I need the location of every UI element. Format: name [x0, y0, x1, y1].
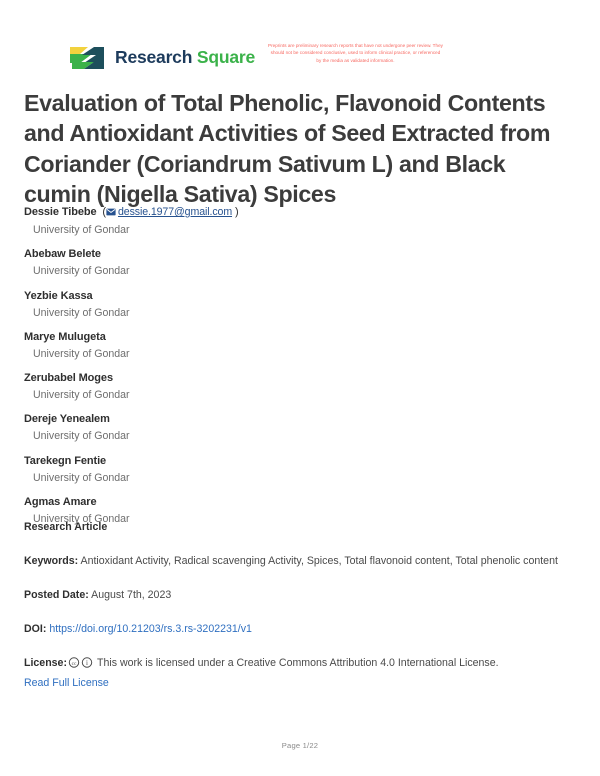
brand-word-square: Square	[196, 47, 256, 68]
author-entry	[24, 289, 564, 321]
author-name-row	[24, 205, 564, 221]
email-open-paren: (	[99, 206, 106, 218]
author-affiliation: University of Gondar	[33, 224, 130, 237]
keywords-label: Keywords:	[24, 555, 79, 567]
author-affiliation: University of Gondar	[33, 265, 130, 278]
author-name: Agmas Amare	[24, 495, 97, 508]
article-type-label: Research Article	[24, 521, 108, 533]
author-affiliation: University of Gondar	[33, 306, 130, 319]
research-square-logo	[68, 44, 255, 72]
author-entry	[24, 247, 564, 279]
brand-word-research: Research	[115, 47, 193, 68]
keywords-value: Antioxidant Activity, Radical scavenging Activity, Spices, Total flavonoid content, Total phenolic content	[80, 555, 558, 567]
license-label: License:	[24, 657, 67, 670]
page-title: Evaluation of Total Phenolic, Flavonoid Contents and Antioxidant Activities of Seed Extracted from Coriander (Coriandrum Sativum L) and Black cumin (Nigella Sativa) Spices	[24, 90, 551, 208]
posted-date-value: August 7th, 2023	[91, 589, 172, 602]
metadata-block	[24, 521, 564, 709]
author-entry	[24, 371, 564, 403]
posted-date-row	[24, 587, 564, 604]
author-entry	[24, 412, 564, 444]
author-name: Yezbie Kassa	[24, 289, 93, 302]
svg-text:cc: cc	[71, 661, 77, 668]
author-entry	[24, 454, 564, 486]
license-row	[24, 655, 564, 691]
author-affiliation: University of Gondar	[33, 389, 130, 402]
read-full-license-link[interactable]: Read Full License	[24, 676, 109, 689]
envelope-icon	[106, 206, 116, 221]
email-close-paren: )	[232, 206, 239, 218]
preprint-disclaimer: Preprints are preliminary research reports that have not undergone peer review. They should not be considered conclusive, used to inform clinical practice, or referenced by the media as validated information.	[268, 43, 443, 63]
posted-date-label: Posted Date:	[24, 589, 89, 602]
author-affiliation: University of Gondar	[33, 471, 130, 484]
author-name: Dereje Yenealem	[24, 413, 110, 426]
license-text: This work is licensed under a Creative Commons Attribution 4.0 International License.	[96, 657, 499, 670]
page-footer: Page 1/22	[281, 741, 319, 750]
author-email-link[interactable]: dessie.1977@gmail.com	[117, 206, 233, 218]
research-square-mark-icon	[68, 44, 106, 72]
author-list	[24, 205, 564, 536]
keywords-row	[24, 553, 564, 570]
creative-commons-icon	[68, 657, 94, 674]
doi-label: DOI:	[24, 623, 47, 636]
doi-row	[24, 621, 564, 638]
page-header	[0, 40, 600, 84]
author-name: Marye Mulugeta	[24, 330, 106, 343]
author-entry	[24, 205, 564, 238]
author-affiliation: University of Gondar	[33, 430, 130, 443]
author-affiliation: University of Gondar	[33, 512, 130, 525]
author-entry	[24, 330, 564, 362]
brand-wordmark	[115, 49, 255, 67]
svg-text:i: i	[86, 659, 88, 668]
author-name: Zerubabel Moges	[24, 372, 113, 385]
author-name: Dessie Tibebe	[24, 206, 97, 218]
author-name: Abebaw Belete	[24, 248, 101, 261]
author-affiliation: University of Gondar	[33, 347, 130, 360]
author-name: Tarekegn Fentie	[24, 454, 107, 467]
doi-link[interactable]: https://doi.org/10.21203/rs.3.rs-3202231/v1	[49, 623, 252, 636]
